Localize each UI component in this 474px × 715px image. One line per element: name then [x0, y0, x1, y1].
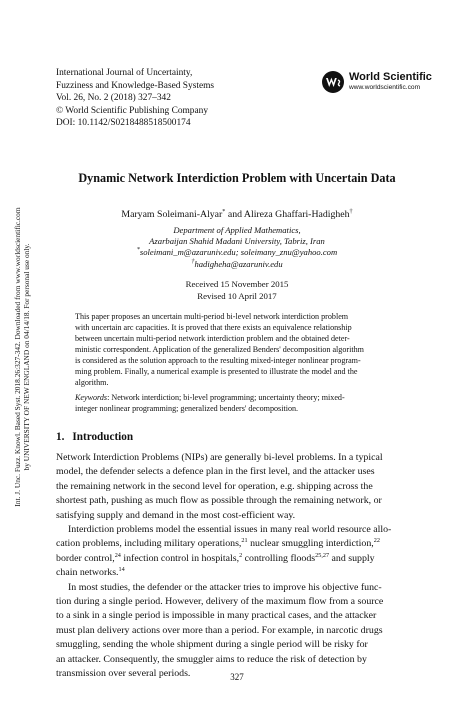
keywords-text-1: : Network interdiction; bi-level programming; uncertainty theory; mixed-: [107, 393, 345, 402]
abstract-line: ming problem. Finally, a numerical example is presented to illustrate the model and the: [75, 367, 358, 377]
side-download-note: [0, 0, 44, 715]
page-number: 327: [230, 672, 244, 682]
affiliation: [0, 225, 474, 270]
paragraph-1-line: model, the defender selects a defence plan in the first level, and the attacker uses: [56, 466, 375, 478]
journal-doi: DOI: 10.1142/S0218488518500174: [56, 118, 191, 129]
paragraph-2-line-4: [56, 566, 426, 580]
p2-text: controlling floods: [242, 552, 316, 564]
section-number: 1.: [56, 431, 65, 443]
citation-ref: 25,27: [315, 551, 330, 559]
paragraph-3-line: an attacker. Consequently, the smuggler aims to reduce the risk of detection by: [56, 653, 367, 665]
paragraph-2-line-2: [56, 537, 426, 551]
abstract-line: This paper proposes an uncertain multi-period bi-level network interdiction problem: [75, 312, 349, 321]
affiliation-email-2: [0, 259, 474, 270]
paragraph-1-line: shortest path, pushing as much flow as possible through the remaining network, or: [56, 495, 382, 507]
author-1: Maryam Soleimani-Alyar: [121, 209, 223, 220]
side-note-line-2: by UNIVERSITY OF NEW ENGLAND on 04/14/18. For personal use only.: [22, 243, 31, 471]
abstract-line: with uncertain arc capacities. It is proved that there exists an equivalence relationship: [75, 323, 352, 333]
paragraph-1-line: satisfying supply and demand in the most cost-efficient way.: [56, 509, 296, 521]
affiliation-emails: [0, 247, 474, 258]
p2-text: cation problems, including military operations,: [56, 538, 242, 550]
keywords: [75, 392, 400, 414]
world-scientific-logo-icon: [321, 70, 345, 94]
abstract-line: is considered as the solution approach to the resulting mixed-integer nonlinear program-: [75, 356, 361, 366]
keywords-line-1: [75, 392, 400, 403]
abstract: [75, 311, 400, 388]
journal-name-line-1: International Journal of Uncertainty,: [56, 68, 193, 78]
paragraph-1-line: the remaining network in the second level for operation, e.g. shipping across the: [56, 480, 373, 492]
author-2-email: hadigheha@azaruniv.edu: [194, 258, 283, 269]
journal-name-line-2: Fuzziness and Knowledge-Based Systems: [56, 80, 215, 91]
abstract-line: ministic correspondent. Application of the generalized Benders' decomposition algorithm: [75, 345, 364, 355]
publisher-name: World Scientific: [349, 71, 432, 83]
citation-ref: 14: [118, 566, 125, 574]
p2-text: chain networks.: [56, 567, 119, 579]
affiliation-university: Azarbaijan Shahid Madani University, Tabriz, Iran: [149, 236, 325, 247]
paragraph-3-line: In most studies, the defender or the attacker tries to improve his objective func-: [68, 581, 382, 593]
p2-text: border control,: [56, 552, 115, 564]
side-note-line-1: Int. J. Unc. Fuzz. Knowl. Based Syst. 2018.26:327-342. Downloaded from www.worldscientific.com: [12, 207, 22, 507]
affiliation-department: Department of Applied Mathematics,: [173, 225, 301, 235]
paragraph-2-line-1: Interdiction problems model the essential issues in many real world resource allo-: [68, 524, 392, 536]
paragraph-3-line: transmission over several periods.: [56, 668, 191, 680]
citation-ref: 22: [373, 537, 380, 545]
p2-text: nuclear smuggling interdiction,: [247, 538, 374, 550]
paper-authors: [0, 209, 474, 220]
author-2: Alireza Ghaffari-Hadigheh: [243, 209, 350, 220]
email-mark-1: *: [136, 246, 140, 254]
author-conjunction: and: [225, 209, 244, 220]
revised-date: Revised 10 April 2017: [197, 290, 277, 301]
abstract-line: between uncertain multi-period network interdiction problem and the obtained deter-: [75, 334, 350, 344]
body-text: [56, 451, 426, 682]
paragraph-1-line: Network Interdiction Problems (NIPs) are generally bi-level problems. In a typical: [56, 452, 383, 463]
section-title: Introduction: [72, 431, 134, 443]
author-1-mark: *: [222, 208, 226, 215]
p2-text: and supply: [329, 552, 375, 564]
paragraph-3-line: tion during a single period. However, delivery of the maximum flow from a source: [56, 596, 384, 608]
email-mark-2: †: [191, 257, 195, 265]
citation-ref: 2: [239, 551, 243, 559]
journal-copyright: © World Scientific Publishing Company: [56, 105, 209, 116]
author-2-mark: †: [349, 208, 353, 215]
received-date: Received 15 November 2015: [185, 279, 289, 289]
keywords-text-2: integer nonlinear programming; generalized benders' decomposition.: [75, 404, 299, 414]
publisher-url: www.worldscientific.com: [349, 84, 421, 91]
paragraph-3-line: smuggling, sending the whole shipment during a single period will be risky for: [56, 639, 368, 651]
citation-ref: 21: [241, 537, 248, 545]
section-heading: [56, 431, 141, 443]
paragraph-2-line-3: [56, 552, 426, 566]
author-1-emails: soleimani_m@azaruniv.edu; soleimany_znu@yahoo.com: [139, 247, 338, 258]
paragraph-3-line: must plan delivery actions over more than a period. For example, in narcotic drugs: [56, 624, 383, 636]
p2-text: infection control in hospitals,: [120, 552, 240, 564]
keywords-label: Keywords: [75, 393, 108, 402]
citation-ref: 24: [114, 551, 121, 559]
journal-info: [56, 67, 214, 130]
journal-volume: Vol. 26, No. 2 (2018) 327–342: [56, 93, 171, 104]
submission-dates: [0, 279, 474, 303]
abstract-line: algorithm.: [75, 378, 109, 388]
publisher-logo: [321, 70, 461, 96]
paragraph-3-line: to a sink in a single period is impossible in many practical cases, and the attacker: [56, 610, 377, 622]
paper-title: Dynamic Network Interdiction Problem with Uncertain Data: [78, 171, 396, 185]
